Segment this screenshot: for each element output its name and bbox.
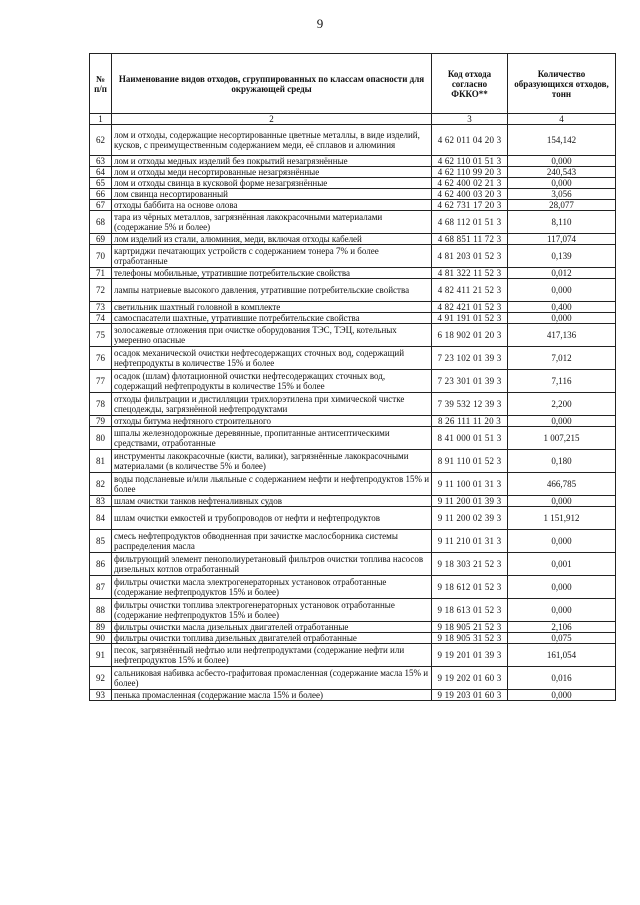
- table-row: [90, 268, 616, 279]
- cell-num: 91: [90, 644, 112, 667]
- cell-num: 75: [90, 324, 112, 347]
- table-header-row: [90, 54, 616, 114]
- cell-qty: 1 151,912: [508, 507, 616, 530]
- cell-code: 9 18 612 01 52 3: [432, 576, 508, 599]
- cell-qty: 0,000: [508, 313, 616, 324]
- cell-name: шлам очистки емкостей и трубопроводов от нефти и нефтепродуктов: [112, 507, 432, 530]
- cell-qty: 0,075: [508, 633, 616, 644]
- cell-qty: 7,116: [508, 370, 616, 393]
- cell-qty: 466,785: [508, 473, 616, 496]
- table-row: [90, 302, 616, 313]
- table-row: [90, 234, 616, 245]
- cell-num: 66: [90, 189, 112, 200]
- cell-name: фильтры очистки топлива электрогенераторных установок отработанные (содержание нефтепродуктов 15% и более): [112, 599, 432, 622]
- cell-qty: 2,200: [508, 393, 616, 416]
- table-row: [90, 667, 616, 690]
- table-row: [90, 416, 616, 427]
- cell-qty: 0,012: [508, 268, 616, 279]
- cell-qty: 0,001: [508, 553, 616, 576]
- cell-num: 79: [90, 416, 112, 427]
- cell-code: 8 91 110 01 52 3: [432, 450, 508, 473]
- cell-num: 86: [90, 553, 112, 576]
- table-row: [90, 507, 616, 530]
- header-qty: Количество образующихся отходов, тонн: [508, 54, 616, 114]
- cell-num: 93: [90, 690, 112, 701]
- cell-code: 9 11 210 01 31 3: [432, 530, 508, 553]
- cell-code: 9 19 201 01 39 3: [432, 644, 508, 667]
- cell-num: 92: [90, 667, 112, 690]
- cell-qty: 28,077: [508, 200, 616, 211]
- cell-name: фильтры очистки масла дизельных двигателей отработанные: [112, 622, 432, 633]
- table-row: [90, 599, 616, 622]
- cell-name: песок, загрязнённый нефтью или нефтепродуктами (содержание нефти или нефтепродуктов 15% и более): [112, 644, 432, 667]
- cell-code: 4 68 112 01 51 3: [432, 211, 508, 234]
- cell-qty: 0,000: [508, 530, 616, 553]
- column-index: 4: [508, 114, 616, 125]
- column-index: 2: [112, 114, 432, 125]
- cell-qty: 0,000: [508, 416, 616, 427]
- table-row: [90, 427, 616, 450]
- table-row: [90, 189, 616, 200]
- cell-name: лампы натриевые высокого давления, утратившие потребительские свойства: [112, 279, 432, 302]
- cell-code: 9 18 905 31 52 3: [432, 633, 508, 644]
- cell-qty: 0,000: [508, 496, 616, 507]
- cell-qty: 154,142: [508, 125, 616, 156]
- cell-code: 4 62 400 02 21 3: [432, 178, 508, 189]
- table-row: [90, 690, 616, 701]
- cell-code: 9 18 613 01 52 3: [432, 599, 508, 622]
- cell-name: отходы битума нефтяного строительного: [112, 416, 432, 427]
- cell-num: 90: [90, 633, 112, 644]
- cell-name: лом и отходы медных изделий без покрытий незагрязнённые: [112, 156, 432, 167]
- cell-code: 4 91 191 01 52 3: [432, 313, 508, 324]
- cell-code: 4 62 011 04 20 3: [432, 125, 508, 156]
- cell-num: 76: [90, 347, 112, 370]
- cell-code: 9 19 202 01 60 3: [432, 667, 508, 690]
- cell-qty: 0,139: [508, 245, 616, 268]
- cell-name: шлам очистки танков нефтеналивных судов: [112, 496, 432, 507]
- cell-code: 6 18 902 01 20 3: [432, 324, 508, 347]
- column-index: 3: [432, 114, 508, 125]
- table-row: [90, 200, 616, 211]
- cell-code: 9 19 203 01 60 3: [432, 690, 508, 701]
- cell-qty: 0,000: [508, 690, 616, 701]
- table-row: [90, 496, 616, 507]
- cell-num: 85: [90, 530, 112, 553]
- cell-name: воды подсланевые и/или льяльные с содержанием нефти и нефтепродуктов 15% и более: [112, 473, 432, 496]
- table-row: [90, 530, 616, 553]
- cell-code: 4 68 851 11 72 3: [432, 234, 508, 245]
- cell-num: 65: [90, 178, 112, 189]
- cell-num: 77: [90, 370, 112, 393]
- cell-name: шпалы железнодорожные деревянные, пропитанные антисептическими средствами, отработанные: [112, 427, 432, 450]
- header-code: Код отхода согласно ФККО**: [432, 54, 508, 114]
- cell-num: 67: [90, 200, 112, 211]
- cell-code: 9 18 303 21 52 3: [432, 553, 508, 576]
- table-row: [90, 633, 616, 644]
- cell-num: 80: [90, 427, 112, 450]
- cell-name: инструменты лакокрасочные (кисти, валики), загрязнённые лакокрасочными материалами (в количестве 5% и более): [112, 450, 432, 473]
- table-row: [90, 644, 616, 667]
- cell-code: 4 62 110 01 51 3: [432, 156, 508, 167]
- cell-qty: 0,400: [508, 302, 616, 313]
- table-body: [90, 125, 616, 701]
- cell-code: 4 81 322 11 52 3: [432, 268, 508, 279]
- cell-name: лом и отходы свинца в кусковой форме незагрязнённые: [112, 178, 432, 189]
- cell-code: 9 11 100 01 31 3: [432, 473, 508, 496]
- table-row: [90, 576, 616, 599]
- cell-qty: 417,136: [508, 324, 616, 347]
- cell-name: сальниковая набивка асбесто-графитовая промасленная (содержание масла 15% и более): [112, 667, 432, 690]
- table-row: [90, 473, 616, 496]
- cell-code: 8 26 111 11 20 3: [432, 416, 508, 427]
- cell-num: 88: [90, 599, 112, 622]
- cell-code: 7 23 301 01 39 3: [432, 370, 508, 393]
- cell-qty: 0,000: [508, 156, 616, 167]
- cell-num: 78: [90, 393, 112, 416]
- cell-name: фильтры очистки масла электрогенераторных установок отработанные (содержание нефтепродуктов 15% и более): [112, 576, 432, 599]
- cell-code: 4 82 421 01 52 3: [432, 302, 508, 313]
- header-num: № п/п: [90, 54, 112, 114]
- waste-table: [89, 53, 616, 701]
- cell-qty: 0,000: [508, 576, 616, 599]
- column-index: 1: [90, 114, 112, 125]
- cell-code: 9 18 905 21 52 3: [432, 622, 508, 633]
- cell-num: 87: [90, 576, 112, 599]
- cell-num: 63: [90, 156, 112, 167]
- cell-name: фильтры очистки топлива дизельных двигателей отработанные: [112, 633, 432, 644]
- table-row: [90, 324, 616, 347]
- cell-name: лом и отходы, содержащие несортированные цветные металлы, в виде изделий, кусков, с преимущественным содержанием меди, её сплавов и алюминия: [112, 125, 432, 156]
- cell-num: 89: [90, 622, 112, 633]
- cell-qty: 0,016: [508, 667, 616, 690]
- cell-code: 7 23 102 01 39 3: [432, 347, 508, 370]
- cell-name: телефоны мобильные, утратившие потребительские свойства: [112, 268, 432, 279]
- cell-num: 84: [90, 507, 112, 530]
- header-name: Наименование видов отходов, сгруппированных по классам опасности для окружающей среды: [112, 54, 432, 114]
- table-row: [90, 245, 616, 268]
- cell-code: 4 62 731 17 20 3: [432, 200, 508, 211]
- cell-qty: 161,054: [508, 644, 616, 667]
- cell-num: 70: [90, 245, 112, 268]
- cell-num: 64: [90, 167, 112, 178]
- cell-qty: 1 007,215: [508, 427, 616, 450]
- cell-num: 82: [90, 473, 112, 496]
- table-row: [90, 313, 616, 324]
- table-row: [90, 125, 616, 156]
- cell-code: 4 82 411 21 52 3: [432, 279, 508, 302]
- cell-name: отходы баббита на основе олова: [112, 200, 432, 211]
- table-row: [90, 167, 616, 178]
- column-index-row: [90, 114, 616, 125]
- cell-qty: 117,074: [508, 234, 616, 245]
- table-row: [90, 347, 616, 370]
- table-row: [90, 393, 616, 416]
- cell-qty: 8,110: [508, 211, 616, 234]
- cell-name: пенька промасленная (содержание масла 15% и более): [112, 690, 432, 701]
- cell-name: отходы фильтрации и дистилляции трихлорэтилена при химической чистке спецодежды, загрязнённой нефтепродуктами: [112, 393, 432, 416]
- cell-name: лом и отходы меди несортированные незагрязнённые: [112, 167, 432, 178]
- table-row: [90, 279, 616, 302]
- table-row: [90, 622, 616, 633]
- cell-qty: 2,106: [508, 622, 616, 633]
- cell-qty: 0,000: [508, 279, 616, 302]
- cell-name: лом изделий из стали, алюминия, меди, включая отходы кабелей: [112, 234, 432, 245]
- cell-name: картриджи печатающих устройств с содержанием тонера 7% и более отработанные: [112, 245, 432, 268]
- cell-qty: 0,000: [508, 178, 616, 189]
- cell-qty: 240,543: [508, 167, 616, 178]
- cell-code: 7 39 532 12 39 3: [432, 393, 508, 416]
- cell-code: 8 41 000 01 51 3: [432, 427, 508, 450]
- cell-code: 4 62 110 99 20 3: [432, 167, 508, 178]
- table-row: [90, 450, 616, 473]
- cell-code: 9 11 200 01 39 3: [432, 496, 508, 507]
- cell-name: осадок (шлам) флотационной очистки нефтесодержащих сточных вод, содержащий нефтепродукты в количестве 15% и более: [112, 370, 432, 393]
- cell-name: фильтрующий элемент пенополиуретановый фильтров очистки топлива насосов дизельных котлов отработанный: [112, 553, 432, 576]
- cell-num: 72: [90, 279, 112, 302]
- cell-code: 9 11 200 02 39 3: [432, 507, 508, 530]
- cell-num: 74: [90, 313, 112, 324]
- cell-qty: 0,000: [508, 599, 616, 622]
- table-row: [90, 178, 616, 189]
- cell-num: 83: [90, 496, 112, 507]
- table-row: [90, 553, 616, 576]
- cell-num: 71: [90, 268, 112, 279]
- page-number: 9: [316, 16, 324, 31]
- cell-name: смесь нефтепродуктов обводненная при зачистке маслосборника системы распределения масла: [112, 530, 432, 553]
- cell-num: 81: [90, 450, 112, 473]
- cell-code: 4 81 203 01 52 3: [432, 245, 508, 268]
- table-row: [90, 156, 616, 167]
- cell-name: тара из чёрных металлов, загрязнённая лакокрасочными материалами (содержание 5% и более): [112, 211, 432, 234]
- cell-qty: 0,180: [508, 450, 616, 473]
- cell-num: 73: [90, 302, 112, 313]
- cell-qty: 3,056: [508, 189, 616, 200]
- cell-num: 69: [90, 234, 112, 245]
- cell-name: лом свинца несортированный: [112, 189, 432, 200]
- cell-name: светильник шахтный головной в комплекте: [112, 302, 432, 313]
- cell-code: 4 62 400 03 20 3: [432, 189, 508, 200]
- cell-qty: 7,012: [508, 347, 616, 370]
- table-row: [90, 211, 616, 234]
- cell-name: осадок механической очистки нефтесодержащих сточных вод, содержащий нефтепродукты в количестве 15% и более: [112, 347, 432, 370]
- cell-name: золосажевые отложения при очистке оборудования ТЭС, ТЭЦ, котельных умеренно опасные: [112, 324, 432, 347]
- table-row: [90, 370, 616, 393]
- cell-num: 68: [90, 211, 112, 234]
- cell-num: 62: [90, 125, 112, 156]
- cell-name: самоспасатели шахтные, утратившие потребительские свойства: [112, 313, 432, 324]
